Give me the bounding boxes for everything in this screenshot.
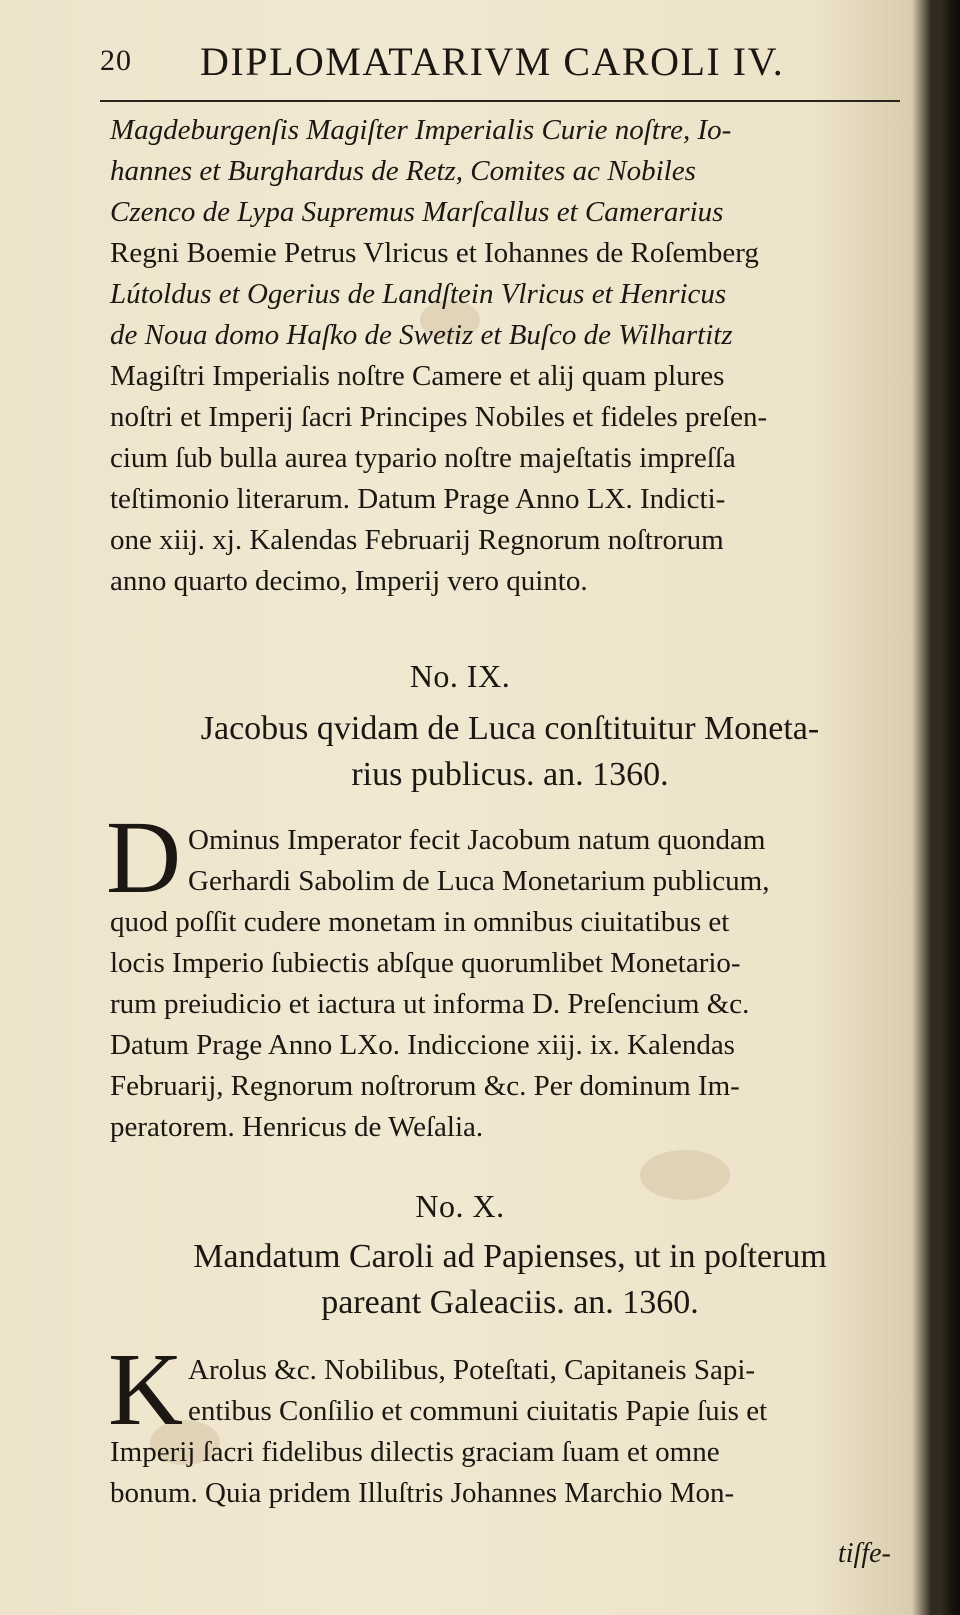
catchword: tiſfe- xyxy=(838,1538,891,1569)
text-line: cium ſub bulla aurea typario noſtre majeſtatis impreſſa xyxy=(110,442,736,474)
text-line: entibus Conſilio et communi ciuitatis Papie ſuis et xyxy=(188,1395,768,1427)
text-line: bonum. Quia pridem Illuſtris Johannes Marchio Mon- xyxy=(110,1477,735,1509)
text-line: quod poſſit cudere monetam in omnibus ciuitatibus et xyxy=(110,906,730,938)
text-line: Magdeburgenſis Magiſter Imperialis Curie noſtre, Io- xyxy=(110,114,732,146)
text-line: noſtri et Imperij ſacri Principes Nobiles et fideles preſen- xyxy=(110,401,768,433)
document-title xyxy=(100,706,920,798)
text-line: teſtimonio literarum. Datum Prage Anno LX. Indicti- xyxy=(110,483,726,515)
text-line: Gerhardi Sabolim de Luca Monetarium publicum, xyxy=(188,865,770,897)
text-line: Arolus &c. Nobilibus, Poteſtati, Capitaneis Sapi- xyxy=(188,1354,756,1386)
text-line: Regni Boemie Petrus Vlricus et Iohannes de Roſemberg xyxy=(110,237,759,269)
drop-cap: D xyxy=(106,800,182,915)
drop-cap: K xyxy=(108,1332,184,1447)
text-line: peratorem. Henricus de Weſalia. xyxy=(110,1111,484,1143)
page-header xyxy=(100,38,880,88)
title-line: rius publicus. an. 1360. xyxy=(351,756,669,793)
text-line: Februarij, Regnorum noſtrorum &c. Per dominum Im- xyxy=(110,1070,740,1102)
header-rule xyxy=(100,100,900,102)
document-body xyxy=(110,1350,940,1514)
text-line: Lútoldus et Ogerius de Landſtein Vlricus et Henricus xyxy=(110,278,727,310)
document-title xyxy=(100,1234,920,1326)
document-body xyxy=(110,820,940,1148)
document-number: No. X. xyxy=(415,1188,505,1224)
title-line: pareant Galeaciis. an. 1360. xyxy=(321,1284,699,1321)
page-number: 20 xyxy=(100,44,132,77)
text-line: Datum Prage Anno LXo. Indiccione xiij. ix. Kalendas xyxy=(110,1029,735,1061)
text-line: Imperij ſacri fidelibus dilectis graciam ſuam et omne xyxy=(110,1436,720,1468)
document-number: No. IX. xyxy=(409,658,511,694)
text-line: de Noua domo Haſko de Swetiz et Buſco de Wilhartitz xyxy=(110,319,733,351)
title-line: Jacobus qvidam de Luca conſtituitur Moneta- xyxy=(200,710,820,747)
text-line: hannes et Burghardus de Retz, Comites ac Nobiles xyxy=(110,155,696,187)
text-line: Czenco de Lypa Supremus Marſcallus et Camerarius xyxy=(110,196,724,228)
text-line: anno quarto decimo, Imperij vero quinto. xyxy=(110,565,588,597)
previous-document-text xyxy=(110,110,940,602)
title-line: Mandatum Caroli ad Papienses, ut in poſterum xyxy=(193,1238,827,1275)
text-line: Magiſtri Imperialis noſtre Camere et alij quam plures xyxy=(110,360,725,392)
text-line: locis Imperio ſubiectis abſque quorumlibet Monetario- xyxy=(110,947,741,979)
text-line: rum preiudicio et iactura ut informa D. Preſencium &c. xyxy=(110,988,750,1020)
text-line: one xiij. xj. Kalendas Februarij Regnorum noſtrorum xyxy=(110,524,724,556)
text-line: Ominus Imperator fecit Jacobum natum quondam xyxy=(188,824,766,856)
running-title: DIPLOMATARIVM CAROLI IV. xyxy=(200,39,785,84)
book-gutter xyxy=(928,0,960,1615)
